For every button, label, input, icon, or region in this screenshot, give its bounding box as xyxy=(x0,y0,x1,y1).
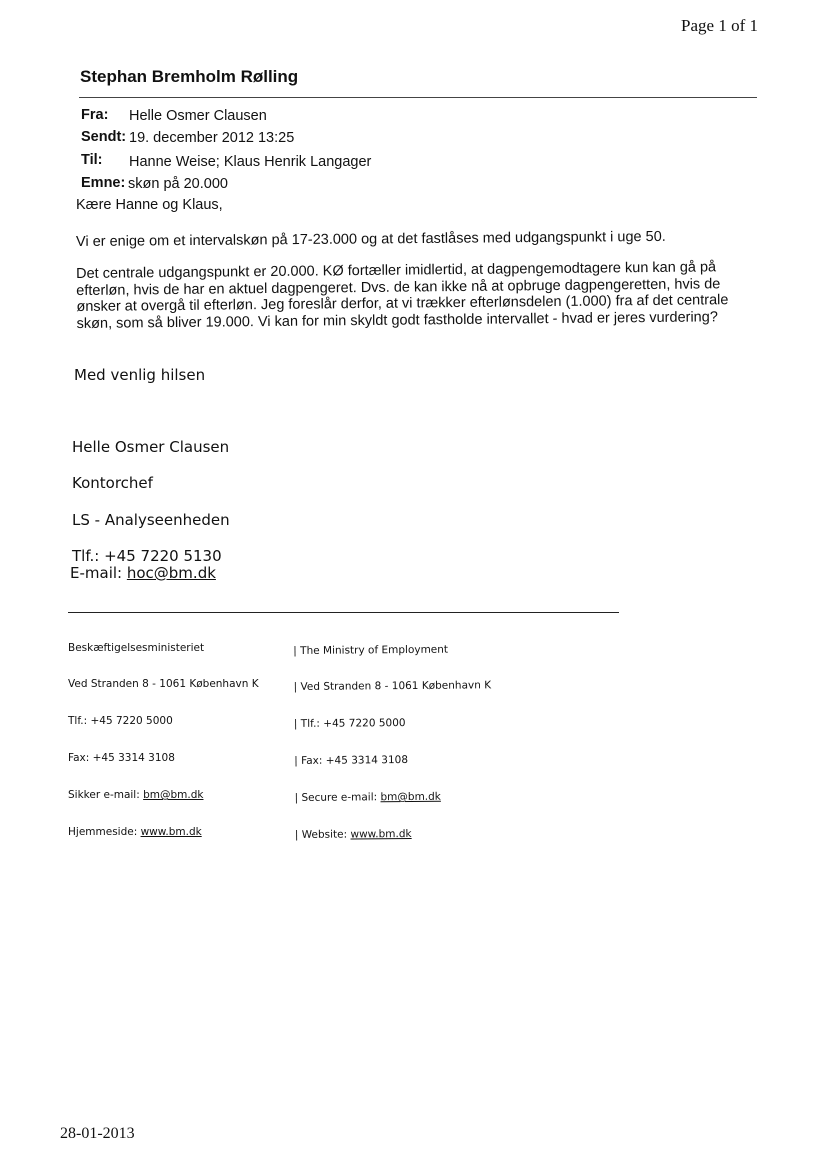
footer-org-en: | The Ministry of Employment xyxy=(293,643,449,657)
to-value: Hanne Weise; Klaus Henrik Langager xyxy=(129,154,372,170)
to-label: Til: xyxy=(81,152,103,168)
print-date: 28-01-2013 xyxy=(60,1125,135,1142)
footer-fax-dk: Fax: +45 3314 3108 xyxy=(68,752,175,765)
greeting: Kære Hanne og Klaus, xyxy=(76,197,223,213)
header-divider xyxy=(79,97,757,98)
sent-value: 19. december 2012 13:25 xyxy=(129,130,295,146)
email-link[interactable]: hoc@bm.dk xyxy=(126,564,216,582)
signature-phone: Tlf.: +45 7220 5130 xyxy=(72,547,222,565)
secure-email-link[interactable]: bm@bm.dk xyxy=(143,789,204,802)
website-label: Hjemmeside: xyxy=(68,826,141,839)
mailbox-owner-name: Stephan Bremholm Rølling xyxy=(80,67,299,86)
footer-website-dk xyxy=(68,826,259,838)
paragraph-line: efterløn, hvis de har en aktuel dagpengeret. Dvs. de kan ikke nå at opbruge dagpengeretten, hvis de xyxy=(76,275,721,299)
body-paragraph-1: Vi er enige om et intervalskøn på 17-23.000 og at det fastlåses med udgangspunkt i uge 50. xyxy=(75,228,666,250)
subject-label: Emne: xyxy=(81,175,126,191)
secure-email-label: | Secure e-mail: xyxy=(294,791,381,805)
footer-divider xyxy=(68,612,619,613)
footer-phone-dk: Tlf.: +45 7220 5000 xyxy=(68,715,173,728)
sent-label: Sendt: xyxy=(81,129,127,145)
secure-email-link[interactable]: bm@bm.dk xyxy=(380,790,441,804)
from-value: Helle Osmer Clausen xyxy=(129,108,267,124)
signature-name: Helle Osmer Clausen xyxy=(72,438,230,456)
body-paragraph-2 xyxy=(76,259,729,332)
signature-title: Kontorchef xyxy=(72,474,153,492)
footer-left xyxy=(68,617,259,851)
footer-fax-en: | Fax: +45 3314 3108 xyxy=(294,754,409,768)
website-label: | Website: xyxy=(294,828,351,842)
email-label: E-mail: xyxy=(70,564,127,582)
footer-right xyxy=(293,618,493,853)
signature-unit: LS - Analyseenheden xyxy=(72,511,230,529)
secure-email-label: Sikker e-mail: xyxy=(68,789,144,802)
website-link[interactable]: www.bm.dk xyxy=(350,828,412,841)
footer-phone-en: | Tlf.: +45 7220 5000 xyxy=(293,717,406,731)
paragraph-line: ønsker at overgå til efterløn. Jeg foreslår derfor, at vi trækker efterlønsdelen (1.000) fra af det centrale xyxy=(76,292,729,315)
paragraph-line: Det centrale udgangspunkt er 20.000. KØ fortæller imidlertid, at dagpengemodtagere kun kan gå på xyxy=(76,259,717,282)
footer-org-dk: Beskæftigelsesministeriet xyxy=(68,641,205,654)
page-number: Page 1 of 1 xyxy=(681,16,758,35)
from-label: Fra: xyxy=(81,107,109,123)
closing: Med venlig hilsen xyxy=(74,366,206,384)
footer-secure-email-dk xyxy=(68,789,259,801)
subject-value: skøn på 20.000 xyxy=(128,176,228,192)
footer-website-en xyxy=(295,827,493,841)
website-link[interactable]: www.bm.dk xyxy=(140,826,202,839)
footer-secure-email-en xyxy=(295,790,493,804)
footer-address-dk: Ved Stranden 8 - 1061 København K xyxy=(68,678,259,691)
signature-email-line xyxy=(70,564,216,582)
footer-address-en: | Ved Stranden 8 - 1061 København K xyxy=(293,679,492,694)
paragraph-line: skøn, som så bliver 19.000. Vi kan for min skyldt godt fastholde intervallet - hvad er jeres vurdering? xyxy=(76,308,718,332)
